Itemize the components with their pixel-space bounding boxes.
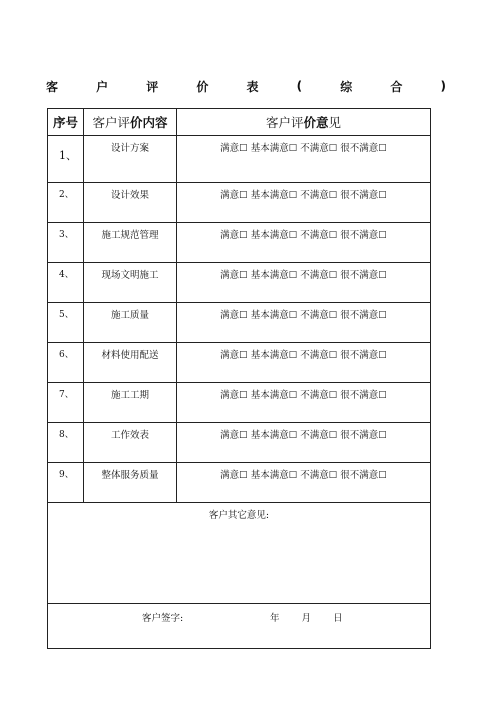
table-row bbox=[48, 136, 431, 183]
evaluation-table bbox=[47, 108, 431, 649]
header-row bbox=[48, 109, 431, 136]
month-label: 月 bbox=[301, 613, 312, 624]
header-rating: 客户评价意见 bbox=[177, 109, 431, 136]
rating-options[interactable]: 满意☐ 基本满意☐ 不满意☐ 很不满意☐ bbox=[177, 463, 431, 503]
row-item: 施工质量 bbox=[84, 303, 177, 343]
row-item: 设计效果 bbox=[84, 183, 177, 223]
header-item: 客户评价内容 bbox=[84, 109, 177, 136]
signature-date bbox=[270, 610, 362, 624]
table-row bbox=[48, 343, 431, 383]
rating-options[interactable]: 满意☐ 基本满意☐ 不满意☐ 很不满意☐ bbox=[177, 423, 431, 463]
day-label: 日 bbox=[333, 613, 343, 624]
signature-label: 客户签字: bbox=[142, 613, 184, 624]
rating-options[interactable]: 满意☐ 基本满意☐ 不满意☐ 很不满意☐ bbox=[177, 383, 431, 423]
row-number: 1、 bbox=[48, 136, 84, 183]
year-label: 年 bbox=[270, 613, 280, 624]
row-number: 7、 bbox=[48, 383, 84, 423]
rating-options[interactable]: 满意☐ 基本满意☐ 不满意☐ 很不满意☐ bbox=[177, 223, 431, 263]
comments-field[interactable] bbox=[48, 503, 431, 604]
table-row bbox=[48, 463, 431, 503]
header-no: 序号 bbox=[48, 109, 84, 136]
rating-options[interactable]: 满意☐ 基本满意☐ 不满意☐ 很不满意☐ bbox=[177, 303, 431, 343]
row-item: 工作效表 bbox=[84, 423, 177, 463]
table-row bbox=[48, 423, 431, 463]
title-char: 价 bbox=[196, 79, 209, 94]
rating-options[interactable]: 满意☐ 基本满意☐ 不满意☐ 很不满意☐ bbox=[177, 343, 431, 383]
rating-options[interactable]: 满意☐ 基本满意☐ 不满意☐ 很不满意☐ bbox=[177, 183, 431, 223]
row-item: 施工规范管理 bbox=[84, 223, 177, 263]
title-char: 评 bbox=[146, 79, 159, 94]
rating-options[interactable]: 满意☐ 基本满意☐ 不满意☐ 很不满意☐ bbox=[177, 136, 431, 183]
signature-field[interactable] bbox=[48, 604, 431, 649]
row-number: 5、 bbox=[48, 303, 84, 343]
row-item: 材料使用配送 bbox=[84, 343, 177, 383]
table-row bbox=[48, 223, 431, 263]
title-char: ( bbox=[296, 79, 303, 93]
comments-label: 客户其它意见: bbox=[208, 510, 270, 521]
row-item: 整体服务质量 bbox=[84, 463, 177, 503]
form-title bbox=[46, 76, 446, 96]
row-number: 6、 bbox=[48, 343, 84, 383]
row-item: 设计方案 bbox=[84, 136, 177, 183]
title-char: 综 bbox=[340, 79, 353, 94]
row-number: 3、 bbox=[48, 223, 84, 263]
table-row bbox=[48, 303, 431, 343]
comments-row bbox=[48, 503, 431, 604]
title-char: 表 bbox=[246, 79, 259, 94]
table-row bbox=[48, 263, 431, 303]
row-item: 施工工期 bbox=[84, 383, 177, 423]
row-number: 2、 bbox=[48, 183, 84, 223]
row-number: 9、 bbox=[48, 463, 84, 503]
title-char: 户 bbox=[96, 79, 109, 94]
table-row bbox=[48, 383, 431, 423]
row-item: 现场文明施工 bbox=[84, 263, 177, 303]
rating-options[interactable]: 满意☐ 基本满意☐ 不满意☐ 很不满意☐ bbox=[177, 263, 431, 303]
row-number: 4、 bbox=[48, 263, 84, 303]
title-char: ) bbox=[440, 79, 446, 93]
title-char: 合 bbox=[390, 79, 403, 94]
row-number: 8、 bbox=[48, 423, 84, 463]
title-char: 客 bbox=[46, 79, 59, 94]
table-row bbox=[48, 183, 431, 223]
signature-row bbox=[48, 604, 431, 649]
